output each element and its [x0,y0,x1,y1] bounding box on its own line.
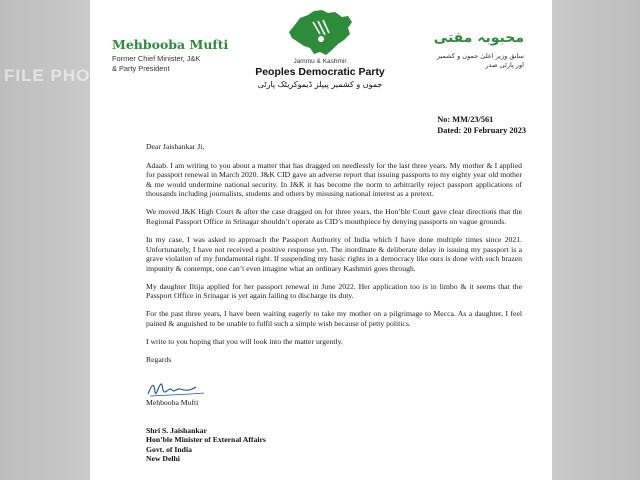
body-paragraph: I write to you hoping that you will look into the matter urgently. [146,336,343,346]
closing: Regards [146,354,172,364]
recipient-address [146,426,266,464]
party-region-label: Jammu & Kashmir [293,58,347,65]
sender-name: Mehbooba Mufti [112,37,229,52]
signature-name: Mehbooba Mufti [146,398,199,407]
sender-role-line: Former Chief Minister, J&K [112,54,201,63]
letter-date: Dated: 20 February 2023 [437,126,526,135]
recipient-line: New Delhi [146,454,180,464]
recipient-line: Govt. of India [146,444,192,454]
recipient-line: Shri S. Jaishankar [146,426,207,435]
reference-block [437,114,526,136]
urdu-role-line: سابق وزیر اعلیٰ جموں و کشمیر [436,52,524,60]
sender-role-line: & Party President [112,63,170,73]
recipient-line: Hon’ble Minister of External Affairs [146,435,266,445]
letter-page [90,0,552,480]
party-map-logo-icon [280,8,360,60]
watermark-text: FILE PHO [4,66,91,85]
body-paragraph: In my case, I was asked to approach the Passport Authority of India which I have done multiple times since 2021. Unfortunately, I have not received a positive response yet. The inordinate & deliberate delay in issuing my passport is a grave violation of my fundamental right. If suspending my basic rights in a democracy like ours is done with such brazen impunity & contempt, one can’t even imagine what an ordinary Kashmiri goes through. [146,234,522,273]
body-paragraph: We moved J&K High Court & after the case dragged on for three years, the Hon’ble Court gave clear directions that the Regional Passport Office in Srinagar shouldn’t operate as CID’s mouthpiece by denying passports on vague grounds. [146,207,522,226]
letter-body [146,142,522,373]
salutation: Dear Jaishankar Ji, [146,142,205,151]
urdu-role-line: اور پارٹی صدر [485,61,524,69]
reference-number: No: MM/23/561 [437,115,494,124]
sender-name-urdu: محبوبہ مفتی [433,30,524,46]
sender-role-urdu [434,52,524,70]
party-name-urdu: جموں و کشمیر پیپلز ڈیموکریٹک پارٹی [257,80,383,89]
handwritten-signature [144,378,214,400]
party-name: Peoples Democratic Party [255,66,385,78]
body-paragraph: My daughter Iltija applied for her passport renewal in June 2022. Her application too is in limbo & it seems that the Passport Office in Srinagar is yet again failing to discharge its duty. [146,281,522,301]
body-paragraph: Adaab. I am writing to you about a matter that has dragged on needlessly for the last three years. My mother & I applied for passport renewal in March 2020. J&K CID gave an adverse report that issuing passports to my eighty year old mother & me would undermine national security. In J&K it has become the norm to arbitrarily reject passport applications of thousands including journalists, students and others by misusing national interest as a pretext. [146,160,522,199]
body-paragraph: For the past three years, I have been waiting eagerly to take my mother on a pilgrimage to Mecca. As a daughter, I feel pained & anguished to be unable to fulfil such a simple wish because of petty politics. [146,309,522,328]
